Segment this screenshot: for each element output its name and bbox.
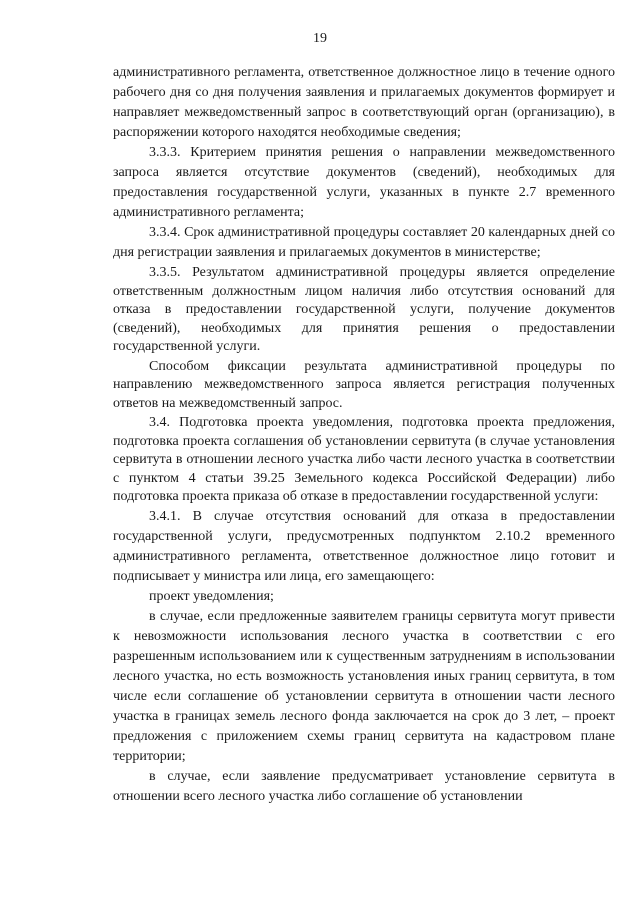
paragraph-servitude-boundaries: в случае, если предложенные заявителем границы сервитута могут привести к невозможности использования лесного участка в соответствии с его разрешенным использованием или к существенным затруднениям в использовании лесного участка, но есть возможность установления иных границ сервитута, в том числе если соглашение об установлении сервитута в отношении части лесного участка в границах земель лесного фонда заключается на срок до 3 лет, – проект предложения с приложением схемы границ сервитута на кадастровом плане территории; — [113, 608, 615, 764]
paragraph-3-3-5: 3.3.5. Результатом административной процедуры является определение ответственным должностным лицом наличия либо отсутствия оснований для отказа в предоставлении государственной услуги, получение документов (сведений), необходимых для принятия решения о предоставлении государственной услуги. — [113, 265, 615, 354]
paragraph-continuation: административного регламента, ответственное должностное лицо в течение одного рабочего дня со дня получения заявления и прилагаемых документов формирует и направляет межведомственный запрос в соответствующий орган (организацию), в распоряжении которого находятся необходимые сведения; — [113, 65, 615, 140]
paragraph-whole-plot: в случае, если заявление предусматривает установление сервитута в отношении всего лесного участка либо соглашение об установлении — [113, 768, 615, 804]
paragraph-3-4-1: 3.4.1. В случае отсутствия оснований для отказа в предоставлении государственной услуги, предусмотренных подпунктом 2.10.2 временного административного регламента, ответственное должностное лицо готовит и подписывает у министра или лица, его замещающего: — [113, 508, 615, 584]
paragraph-3-3-3: 3.3.3. Критерием принятия решения о направлении межведомственного запроса является отсутствие документов (сведений), необходимых для предоставления государственной услуги, указанных в пункте 2.7 временного административного регламента; — [113, 145, 615, 220]
document-body — [113, 63, 615, 807]
paragraph-3-4: 3.4. Подготовка проекта уведомления, подготовка проекта предложения, подготовка проекта соглашения об установлении сервитута (в случае установления сервитута в отношении лесного участка либо части лесного участка в соответствии с пунктом 4 статьи 39.25 Земельного кодекса Российской Федерации) либо подготовка проекта приказа об отказе в предоставлении государственной услуги: — [113, 415, 615, 504]
list-item-notification-draft: проект уведомления; — [149, 588, 274, 604]
paragraph-fixation-method: Способом фиксации результата административной процедуры по направлению межведомственного запроса является регистрация полученных ответов на межведомственный запрос. — [113, 358, 615, 411]
page-number: 19 — [313, 31, 327, 46]
paragraph-3-3-4: 3.3.4. Срок административной процедуры составляет 20 календарных дней со дня регистрации заявления и прилагаемых документов в министерстве; — [113, 225, 615, 260]
